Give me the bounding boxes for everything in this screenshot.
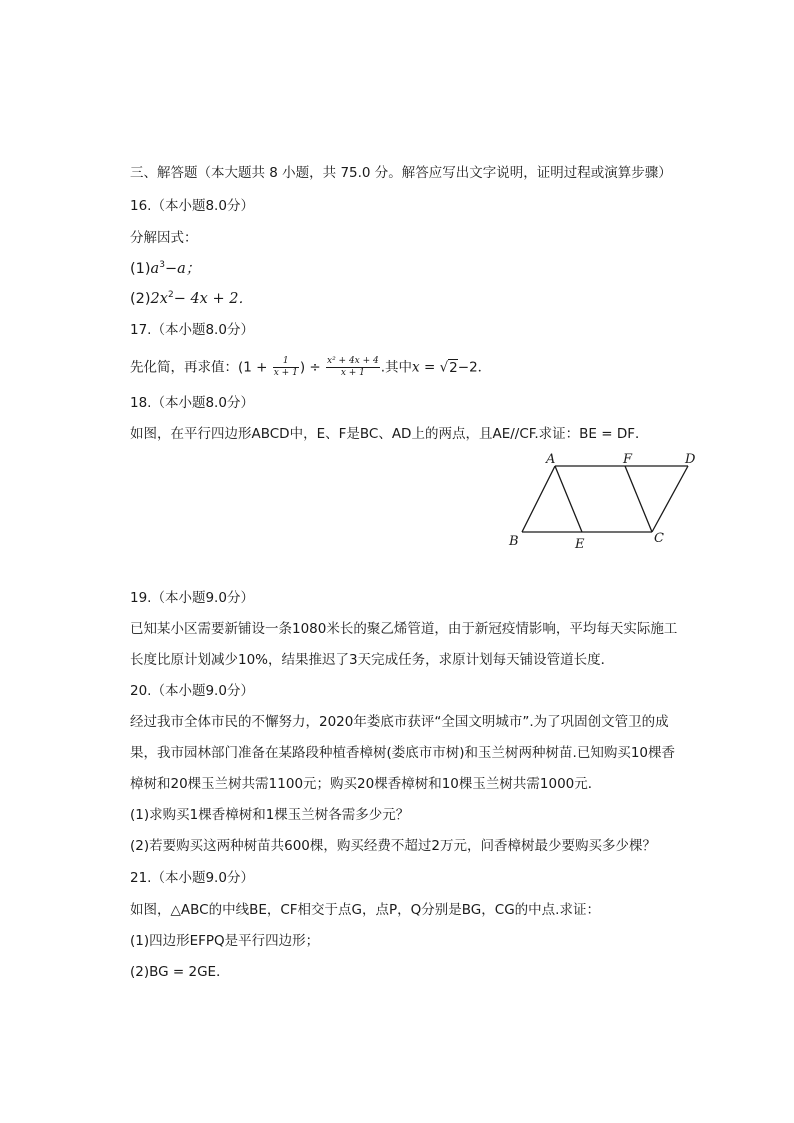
q16-instruction: 分解因式：	[130, 230, 198, 246]
q16-part1	[130, 260, 200, 278]
q17-value-lhs: x =	[412, 359, 440, 376]
q20-part-2: (2)若要购买这两种树苗共600棵，购买经费不超过2万元，问香樟树最少要购买多少棵？	[130, 838, 656, 854]
q16-part2-base: 2x	[150, 291, 168, 307]
q19-line-2: 长度比原计划减少10%，结果推迟了3天完成任务，求原计划每天铺设管道长度．	[130, 652, 615, 668]
label-d: D	[685, 452, 696, 467]
q19-line-1: 已知某小区需要新铺设一条1080米长的聚乙烯管道，由于新冠疫情影响，平均每天实际施工	[130, 621, 678, 637]
segment-fc	[625, 466, 652, 532]
label-a: A	[546, 452, 556, 467]
q17-expression	[130, 356, 491, 379]
q17-frac1-numerator: 1	[273, 356, 299, 368]
q18-heading: 18.（本小题8.0分）	[130, 395, 254, 411]
q16-part1-base: a	[150, 261, 160, 277]
q16-part2	[130, 290, 253, 308]
q20-line-2: 果，我市园林部门准备在某路段种植香樟树(娄底市市树)和玉兰树两种树苗.已知购买10棵香	[130, 745, 676, 761]
parallelogram-figure	[500, 450, 710, 555]
label-f: F	[623, 452, 633, 467]
q17-frac2-numerator: x² + 4x + 4	[327, 356, 379, 366]
q17-fraction-2	[326, 356, 380, 379]
q20-line-3: 樟树和20棵玉兰树共需1100元；购买20棵香樟树和10棵玉兰树共需1000元．	[130, 776, 602, 792]
label-e: E	[575, 537, 585, 552]
q17-value-rest: −2．	[457, 359, 492, 376]
q17-frac2-denominator: x + 1	[340, 368, 365, 378]
q21-part-1: (1)四边形EFPQ是平行四边形；	[130, 933, 320, 949]
q16-heading: 16.（本小题8.0分）	[130, 198, 254, 214]
q17-fraction-1	[273, 356, 299, 379]
q16-part2-prefix: (2)	[130, 291, 151, 307]
q16-part1-prefix: (1)	[130, 261, 151, 277]
q19-heading: 19.（本小题9.0分）	[130, 590, 254, 606]
q16-part2-rest: − 4x + 2．	[173, 291, 253, 307]
q17-sqrt-argument: 2	[449, 359, 458, 376]
q20-part-1: (1)求购买1棵香樟树和1棵玉兰树各需多少元？	[130, 807, 410, 823]
section-header: 三、解答题（本大题共 8 小题，共 75.0 分。解答应写出文字说明，证明过程或演算步骤）	[130, 165, 672, 181]
q17-heading: 17.（本小题8.0分）	[130, 322, 254, 338]
label-c: C	[654, 531, 664, 546]
q21-text: 如图，△ABC的中线BE，CF相交于点G，点P，Q分别是BG，CG的中点.求证：	[130, 902, 600, 918]
q17-text-before: 先化简，再求值：(1 +	[130, 359, 272, 376]
label-b: B	[509, 534, 519, 549]
q20-heading: 20.（本小题9.0分）	[130, 683, 254, 699]
sqrt-icon: √	[439, 359, 449, 376]
q16-part2-exponent: 2	[167, 290, 174, 301]
q17-text-mid: ) ÷	[299, 359, 325, 376]
q20-line-1: 经过我市全体市民的不懈努力，2020年娄底市获评“全国文明城市”.为了巩固创文管卫的成	[130, 714, 669, 730]
q21-part-2: (2)BG = 2GE．	[130, 964, 230, 980]
segment-ab	[522, 466, 555, 532]
q17-text-after: .其中	[380, 359, 413, 376]
q16-part1-exponent: 3	[159, 260, 165, 271]
segment-ae	[555, 466, 582, 532]
q21-heading: 21.（本小题9.0分）	[130, 870, 254, 886]
q16-part1-rest: −a；	[164, 261, 201, 277]
q17-frac1-denominator: x + 1	[273, 368, 298, 378]
segment-dc	[652, 466, 688, 532]
q18-text: 如图，在平行四边形ABCD中，E、F是BC、AD上的两点，且AE//CF.求证：BE = DF．	[130, 426, 649, 442]
